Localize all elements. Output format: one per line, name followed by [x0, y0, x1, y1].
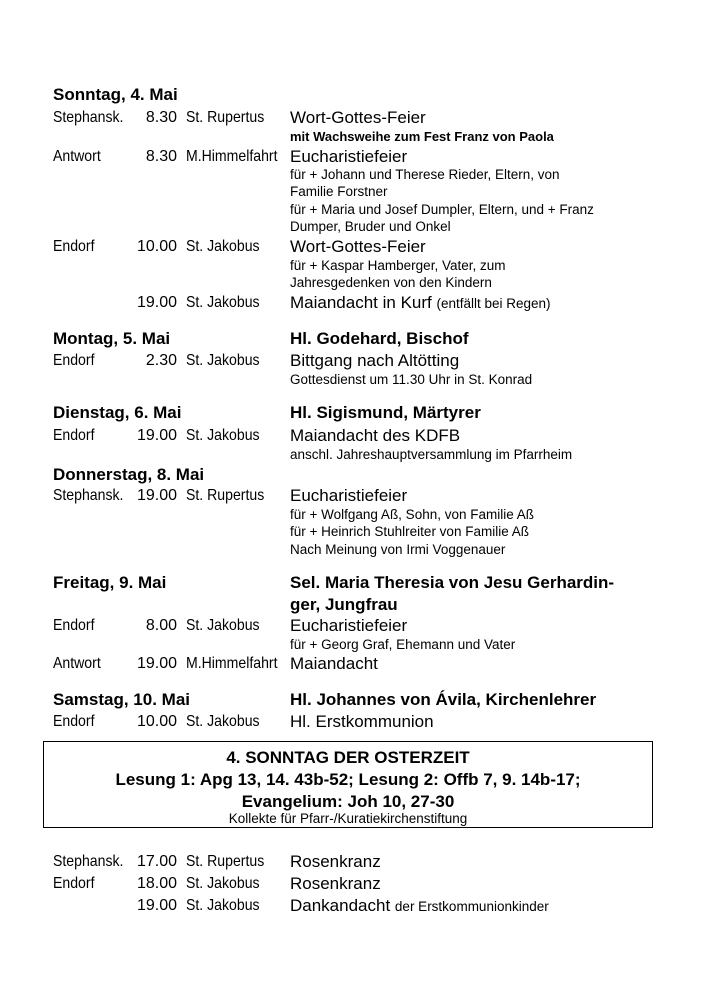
event: Hl. Erstkommunion	[290, 712, 434, 731]
place: Endorf	[53, 427, 95, 444]
church: St. Jakobus	[186, 617, 260, 634]
church: St. Rupertus	[186, 109, 265, 126]
place: Stephansk.	[53, 853, 124, 870]
event: Bittgang nach Altötting	[290, 351, 460, 370]
intention: für + Johann und Therese Rieder, Eltern, von	[290, 167, 560, 182]
event: Rosenkranz	[290, 852, 381, 871]
day-heading: Donnerstag, 8. Mai	[53, 465, 205, 484]
event: Eucharistiefeier	[290, 616, 408, 635]
church: St. Jakobus	[186, 713, 260, 730]
church: St. Jakobus	[186, 294, 260, 311]
time: 19.00	[136, 487, 177, 504]
box-readings: Lesung 1: Apg 13, 14. 43b-52; Lesung 2: Offb 7, 9. 14b-17;	[115, 770, 581, 789]
intention: für + Maria und Josef Dumpler, Eltern, und + Franz	[290, 202, 594, 217]
time: 10.00	[136, 713, 177, 730]
intention: für + Georg Graf, Ehemann und Vater	[290, 637, 516, 652]
place: Stephansk.	[53, 109, 124, 126]
event-detail: mit Wachsweihe zum Fest Franz von Paola	[290, 129, 554, 144]
intention: Nach Meinung von Irmi Voggenauer	[290, 542, 506, 557]
event-note: der Erstkommunionkinder	[394, 899, 549, 914]
box-gospel: Evangelium: Joh 10, 27-30	[241, 792, 455, 811]
church: St. Jakobus	[186, 897, 260, 914]
church: M.Himmelfahrt	[186, 148, 278, 165]
place: Endorf	[53, 875, 95, 892]
church: St. Rupertus	[186, 487, 265, 504]
event: Eucharistiefeier	[290, 147, 408, 166]
box-title: 4. SONNTAG DER OSTERZEIT	[226, 748, 470, 767]
time: 8.30	[145, 148, 177, 165]
event: Wort-Gottes-Feier	[290, 237, 426, 256]
church: St. Jakobus	[186, 352, 260, 369]
event: Wort-Gottes-Feier	[290, 108, 426, 127]
day-heading: Sonntag, 4. Mai	[53, 85, 178, 104]
event: Maiandacht	[290, 654, 378, 673]
place: Antwort	[53, 148, 101, 165]
day-heading: Samstag, 10. Mai	[53, 690, 191, 709]
event-note: (entfällt bei Regen)	[436, 296, 551, 311]
day-heading: Dienstag, 6. Mai	[53, 403, 182, 422]
intention: für + Heinrich Stuhlreiter von Familie Aß	[290, 524, 529, 539]
event: Maiandacht des KDFB	[290, 426, 461, 445]
place: Antwort	[53, 655, 101, 672]
event	[290, 897, 549, 914]
intention: für + Wolfgang Aß, Sohn, von Familie Aß	[290, 507, 534, 522]
event-detail: anschl. Jahreshauptversammlung im Pfarrheim	[290, 447, 573, 462]
place: Endorf	[53, 713, 95, 730]
time: 19.00	[136, 427, 177, 444]
time: 19.00	[136, 294, 177, 311]
intention: Jahresgedenken von den Kindern	[290, 275, 492, 290]
place: Stephansk.	[53, 487, 124, 504]
feast-title: Hl. Godehard, Bischof	[290, 329, 469, 348]
feast-title: Sel. Maria Theresia von Jesu Gerhardin-	[290, 573, 615, 592]
time: 17.00	[136, 853, 177, 870]
time: 19.00	[136, 655, 177, 672]
time: 18.00	[136, 875, 177, 892]
event: Eucharistiefeier	[290, 486, 408, 505]
time: 2.30	[145, 352, 177, 369]
box-collection: Kollekte für Pfarr-/Kuratiekirchenstiftung	[228, 811, 468, 826]
day-heading: Montag, 5. Mai	[53, 329, 171, 348]
place: Endorf	[53, 352, 95, 369]
time: 8.30	[145, 109, 177, 126]
church: St. Jakobus	[186, 238, 260, 255]
day-heading: Freitag, 9. Mai	[53, 573, 167, 592]
church: St. Rupertus	[186, 853, 265, 870]
intention: Familie Forstner	[290, 184, 388, 199]
event-detail: Gottesdienst um 11.30 Uhr in St. Konrad	[290, 372, 533, 387]
church: M.Himmelfahrt	[186, 655, 278, 672]
event-title: Maiandacht in Kurf	[290, 293, 432, 312]
time: 8.00	[145, 617, 177, 634]
sunday-readings-box	[43, 741, 653, 828]
event	[290, 294, 551, 311]
place: Endorf	[53, 238, 95, 255]
church: St. Jakobus	[186, 875, 260, 892]
intention: für + Kaspar Hamberger, Vater, zum	[290, 258, 506, 273]
event: Rosenkranz	[290, 874, 381, 893]
event-title: Dankandacht	[290, 896, 391, 915]
intention: Dumper, Bruder und Onkel	[290, 219, 451, 234]
church: St. Jakobus	[186, 427, 260, 444]
place: Endorf	[53, 617, 95, 634]
feast-title-continued: ger, Jungfrau	[290, 595, 398, 614]
time: 19.00	[136, 897, 177, 914]
feast-title: Hl. Sigismund, Märtyrer	[290, 403, 481, 422]
feast-title: Hl. Johannes von Ávila, Kirchenlehrer	[290, 690, 597, 709]
time: 10.00	[136, 238, 177, 255]
